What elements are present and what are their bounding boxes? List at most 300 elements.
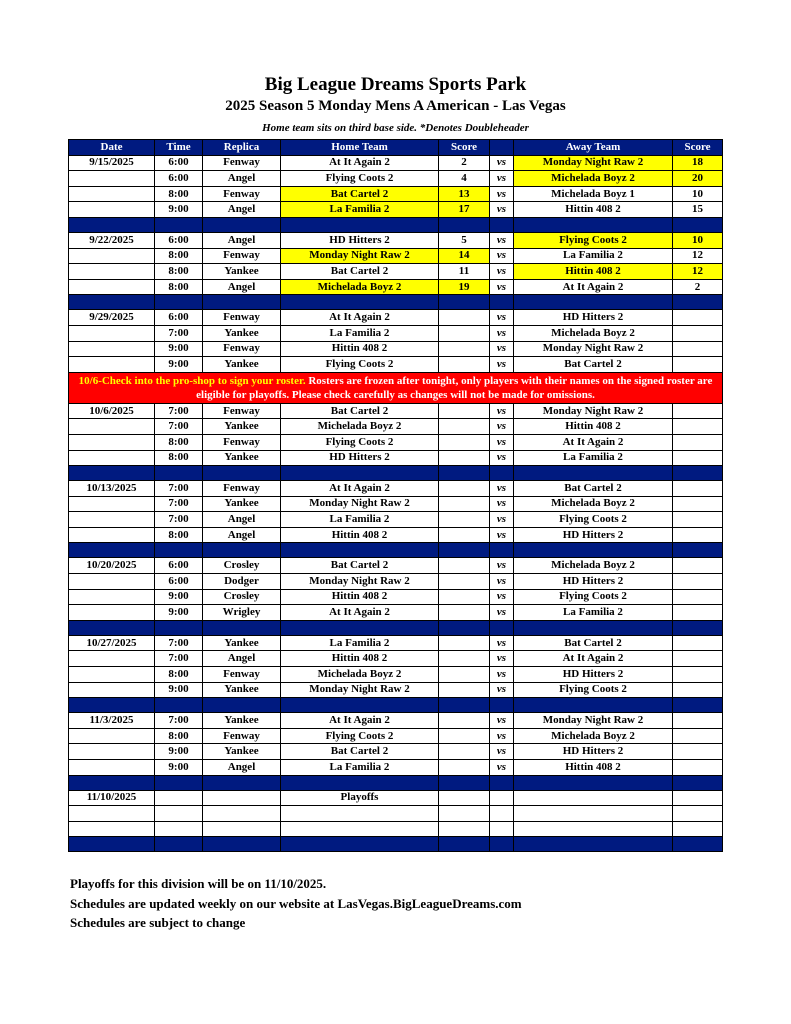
game-field xyxy=(203,806,281,822)
game-time xyxy=(155,790,203,806)
away-team: HD Hitters 2 xyxy=(514,574,673,590)
game-time: 6:00 xyxy=(155,310,203,326)
game-date: 9/15/2025 xyxy=(69,155,155,171)
separator-cell xyxy=(514,837,673,852)
away-team: Michelada Boyz 2 xyxy=(514,171,673,187)
away-score xyxy=(673,589,723,605)
game-field: Yankee xyxy=(203,419,281,435)
game-row xyxy=(69,558,723,574)
separator-cell xyxy=(155,620,203,635)
game-field: Angel xyxy=(203,527,281,543)
home-team: Michelada Boyz 2 xyxy=(281,667,439,683)
separator-cell xyxy=(281,698,439,713)
col-home-team: Home Team xyxy=(281,140,439,156)
vs-cell: vs xyxy=(490,403,514,419)
vs-cell: vs xyxy=(490,341,514,357)
home-team: La Familia 2 xyxy=(281,202,439,218)
away-score xyxy=(673,635,723,651)
game-date xyxy=(69,434,155,450)
vs-cell: vs xyxy=(490,667,514,683)
vs-cell: vs xyxy=(490,496,514,512)
home-score xyxy=(439,403,490,419)
vs-cell: vs xyxy=(490,325,514,341)
game-date xyxy=(69,264,155,280)
col-replica: Replica xyxy=(203,140,281,156)
home-score: 5 xyxy=(439,232,490,248)
separator-cell xyxy=(439,217,490,232)
away-score xyxy=(673,325,723,341)
game-field: Angel xyxy=(203,512,281,528)
vs-cell: vs xyxy=(490,558,514,574)
away-team: Michelada Boyz 2 xyxy=(514,325,673,341)
home-score xyxy=(439,558,490,574)
separator-cell xyxy=(69,217,155,232)
game-date xyxy=(69,806,155,822)
away-score: 12 xyxy=(673,248,723,264)
game-time: 6:00 xyxy=(155,155,203,171)
week-separator-row xyxy=(69,775,723,790)
away-score xyxy=(673,682,723,698)
separator-cell xyxy=(69,295,155,310)
home-team xyxy=(281,806,439,822)
game-field: Fenway xyxy=(203,155,281,171)
away-team: Bat Cartel 2 xyxy=(514,357,673,373)
footer-change-note: Schedules are subject to change xyxy=(70,915,246,930)
game-date xyxy=(69,341,155,357)
home-score xyxy=(439,574,490,590)
game-time xyxy=(155,821,203,837)
separator-cell xyxy=(155,217,203,232)
game-row xyxy=(69,186,723,202)
game-date xyxy=(69,744,155,760)
game-time: 7:00 xyxy=(155,481,203,497)
home-team: Michelada Boyz 2 xyxy=(281,419,439,435)
separator-cell xyxy=(514,466,673,481)
footer-website-note: Schedules are updated weekly on our website at LasVegas.BigLeagueDreams.com xyxy=(70,896,522,911)
separator-cell xyxy=(203,620,281,635)
home-score xyxy=(439,651,490,667)
separator-cell xyxy=(673,775,723,790)
home-team: Monday Night Raw 2 xyxy=(281,248,439,264)
away-team: Monday Night Raw 2 xyxy=(514,341,673,357)
game-time: 8:00 xyxy=(155,450,203,466)
away-team: At It Again 2 xyxy=(514,279,673,295)
separator-cell xyxy=(490,620,514,635)
separator-cell xyxy=(281,466,439,481)
game-time: 9:00 xyxy=(155,341,203,357)
game-date: 11/3/2025 xyxy=(69,713,155,729)
separator-cell xyxy=(514,698,673,713)
separator-cell xyxy=(155,466,203,481)
home-team: Bat Cartel 2 xyxy=(281,558,439,574)
game-field: Crosley xyxy=(203,589,281,605)
vs-cell: vs xyxy=(490,450,514,466)
separator-cell xyxy=(155,543,203,558)
separator-cell xyxy=(281,295,439,310)
away-team: HD Hitters 2 xyxy=(514,310,673,326)
game-time: 9:00 xyxy=(155,357,203,373)
separator-cell xyxy=(439,543,490,558)
home-score xyxy=(439,496,490,512)
game-time xyxy=(155,806,203,822)
home-team: Flying Coots 2 xyxy=(281,171,439,187)
away-score xyxy=(673,605,723,621)
game-time: 8:00 xyxy=(155,728,203,744)
home-team: Hittin 408 2 xyxy=(281,527,439,543)
game-time: 9:00 xyxy=(155,744,203,760)
game-date xyxy=(69,419,155,435)
home-team: At It Again 2 xyxy=(281,481,439,497)
home-score: 19 xyxy=(439,279,490,295)
week-separator-row xyxy=(69,217,723,232)
game-field: Angel xyxy=(203,760,281,776)
col-away-score: Score xyxy=(673,140,723,156)
vs-cell: vs xyxy=(490,155,514,171)
vs-cell xyxy=(490,821,514,837)
home-team: Bat Cartel 2 xyxy=(281,403,439,419)
home-score xyxy=(439,744,490,760)
separator-cell xyxy=(514,775,673,790)
home-score xyxy=(439,357,490,373)
vs-cell: vs xyxy=(490,481,514,497)
game-row xyxy=(69,279,723,295)
home-team xyxy=(281,821,439,837)
separator-cell xyxy=(69,620,155,635)
col-home-score: Score xyxy=(439,140,490,156)
game-time: 7:00 xyxy=(155,713,203,729)
separator-cell xyxy=(281,837,439,852)
away-team xyxy=(514,806,673,822)
separator-cell xyxy=(155,837,203,852)
away-team: Flying Coots 2 xyxy=(514,589,673,605)
game-field: Angel xyxy=(203,651,281,667)
away-score xyxy=(673,790,723,806)
game-field: Fenway xyxy=(203,186,281,202)
home-score xyxy=(439,806,490,822)
home-score xyxy=(439,635,490,651)
separator-cell xyxy=(203,295,281,310)
game-field: Wrigley xyxy=(203,605,281,621)
game-row xyxy=(69,264,723,280)
separator-cell xyxy=(514,543,673,558)
home-team: Flying Coots 2 xyxy=(281,357,439,373)
game-field xyxy=(203,790,281,806)
home-team: La Familia 2 xyxy=(281,512,439,528)
separator-cell xyxy=(673,543,723,558)
vs-cell: vs xyxy=(490,760,514,776)
game-date xyxy=(69,512,155,528)
vs-cell: vs xyxy=(490,434,514,450)
home-team: HD Hitters 2 xyxy=(281,232,439,248)
separator-cell xyxy=(490,295,514,310)
game-row xyxy=(69,403,723,419)
roster-notice-row xyxy=(69,372,723,403)
home-score xyxy=(439,790,490,806)
separator-cell xyxy=(203,837,281,852)
away-score xyxy=(673,558,723,574)
vs-cell: vs xyxy=(490,232,514,248)
away-score: 2 xyxy=(673,279,723,295)
vs-cell xyxy=(490,806,514,822)
game-time: 7:00 xyxy=(155,496,203,512)
home-team: Hittin 408 2 xyxy=(281,651,439,667)
separator-cell xyxy=(439,620,490,635)
vs-cell: vs xyxy=(490,279,514,295)
week-separator-row xyxy=(69,543,723,558)
away-score xyxy=(673,806,723,822)
game-field: Yankee xyxy=(203,450,281,466)
away-team: Bat Cartel 2 xyxy=(514,481,673,497)
home-team: La Familia 2 xyxy=(281,325,439,341)
game-row xyxy=(69,310,723,326)
away-score xyxy=(673,512,723,528)
away-score xyxy=(673,667,723,683)
game-row xyxy=(69,744,723,760)
game-row xyxy=(69,682,723,698)
game-field: Angel xyxy=(203,171,281,187)
game-time: 8:00 xyxy=(155,279,203,295)
game-time: 9:00 xyxy=(155,202,203,218)
home-team: Bat Cartel 2 xyxy=(281,186,439,202)
roster-notice-highlight: 10/6-Check into the pro-shop to sign your roster. xyxy=(78,374,306,387)
separator-cell xyxy=(281,543,439,558)
separator-cell xyxy=(69,543,155,558)
away-score: 12 xyxy=(673,264,723,280)
game-field: Angel xyxy=(203,232,281,248)
away-team: Hittin 408 2 xyxy=(514,419,673,435)
away-team: At It Again 2 xyxy=(514,651,673,667)
home-team: Hittin 408 2 xyxy=(281,589,439,605)
game-time: 9:00 xyxy=(155,589,203,605)
game-field: Yankee xyxy=(203,325,281,341)
away-score xyxy=(673,434,723,450)
game-field: Fenway xyxy=(203,434,281,450)
game-date xyxy=(69,357,155,373)
game-row xyxy=(69,527,723,543)
vs-cell: vs xyxy=(490,248,514,264)
separator-cell xyxy=(69,837,155,852)
week-separator-row xyxy=(69,295,723,310)
away-team: Michelada Boyz 2 xyxy=(514,728,673,744)
away-team: Bat Cartel 2 xyxy=(514,635,673,651)
separator-cell xyxy=(514,620,673,635)
home-team: Monday Night Raw 2 xyxy=(281,496,439,512)
game-date: 9/22/2025 xyxy=(69,232,155,248)
away-score: 10 xyxy=(673,186,723,202)
game-date xyxy=(69,450,155,466)
away-score xyxy=(673,496,723,512)
home-team: Michelada Boyz 2 xyxy=(281,279,439,295)
vs-cell: vs xyxy=(490,186,514,202)
home-score: 17 xyxy=(439,202,490,218)
game-row xyxy=(69,357,723,373)
away-score: 15 xyxy=(673,202,723,218)
separator-cell xyxy=(203,775,281,790)
game-row xyxy=(69,232,723,248)
separator-cell xyxy=(514,295,673,310)
away-score xyxy=(673,403,723,419)
game-date xyxy=(69,760,155,776)
home-score xyxy=(439,760,490,776)
away-score xyxy=(673,357,723,373)
home-team: Flying Coots 2 xyxy=(281,728,439,744)
away-team: Hittin 408 2 xyxy=(514,202,673,218)
separator-cell xyxy=(673,837,723,852)
vs-cell: vs xyxy=(490,682,514,698)
game-row xyxy=(69,481,723,497)
home-score xyxy=(439,310,490,326)
away-team: Michelada Boyz 2 xyxy=(514,558,673,574)
game-field: Dodger xyxy=(203,574,281,590)
home-team: Hittin 408 2 xyxy=(281,341,439,357)
game-date: 10/13/2025 xyxy=(69,481,155,497)
page-subtitle: 2025 Season 5 Monday Mens A American - Las Vegas xyxy=(225,98,566,114)
game-time: 8:00 xyxy=(155,186,203,202)
vs-cell: vs xyxy=(490,713,514,729)
home-score xyxy=(439,667,490,683)
separator-cell xyxy=(281,775,439,790)
away-team: La Familia 2 xyxy=(514,450,673,466)
home-team: La Familia 2 xyxy=(281,760,439,776)
game-time: 8:00 xyxy=(155,264,203,280)
game-date xyxy=(69,496,155,512)
game-row xyxy=(69,171,723,187)
away-team xyxy=(514,790,673,806)
game-row xyxy=(69,713,723,729)
home-team: La Familia 2 xyxy=(281,635,439,651)
game-time: 9:00 xyxy=(155,682,203,698)
game-row xyxy=(69,434,723,450)
separator-cell xyxy=(490,466,514,481)
schedule-body xyxy=(69,155,723,852)
game-field: Fenway xyxy=(203,341,281,357)
away-team: HD Hitters 2 xyxy=(514,744,673,760)
home-score xyxy=(439,481,490,497)
game-time: 7:00 xyxy=(155,325,203,341)
game-field: Yankee xyxy=(203,635,281,651)
separator-cell xyxy=(439,466,490,481)
col-away-team: Away Team xyxy=(514,140,673,156)
vs-cell xyxy=(490,790,514,806)
separator-cell xyxy=(203,698,281,713)
away-team: HD Hitters 2 xyxy=(514,667,673,683)
game-row xyxy=(69,248,723,264)
game-time: 7:00 xyxy=(155,419,203,435)
separator-cell xyxy=(203,466,281,481)
separator-cell xyxy=(673,698,723,713)
away-score xyxy=(673,527,723,543)
game-field: Yankee xyxy=(203,682,281,698)
home-team: Bat Cartel 2 xyxy=(281,264,439,280)
game-field: Yankee xyxy=(203,264,281,280)
away-score xyxy=(673,713,723,729)
game-date xyxy=(69,171,155,187)
game-date xyxy=(69,589,155,605)
away-team xyxy=(514,821,673,837)
separator-cell xyxy=(673,620,723,635)
game-date xyxy=(69,728,155,744)
game-time: 7:00 xyxy=(155,651,203,667)
game-field: Yankee xyxy=(203,357,281,373)
game-row xyxy=(69,155,723,171)
game-row xyxy=(69,512,723,528)
game-date xyxy=(69,651,155,667)
home-score xyxy=(439,419,490,435)
game-time: 9:00 xyxy=(155,605,203,621)
game-date xyxy=(69,202,155,218)
game-date xyxy=(69,821,155,837)
away-team: Michelada Boyz 1 xyxy=(514,186,673,202)
game-field: Angel xyxy=(203,279,281,295)
away-team: La Familia 2 xyxy=(514,605,673,621)
home-team: Monday Night Raw 2 xyxy=(281,574,439,590)
away-team: HD Hitters 2 xyxy=(514,527,673,543)
separator-cell xyxy=(439,698,490,713)
game-time: 8:00 xyxy=(155,434,203,450)
game-field: Fenway xyxy=(203,310,281,326)
game-date: 11/10/2025 xyxy=(69,790,155,806)
game-row xyxy=(69,806,723,822)
separator-cell xyxy=(69,698,155,713)
away-team: Michelada Boyz 2 xyxy=(514,496,673,512)
home-team: At It Again 2 xyxy=(281,310,439,326)
game-row xyxy=(69,667,723,683)
game-row xyxy=(69,202,723,218)
home-score xyxy=(439,325,490,341)
game-time: 7:00 xyxy=(155,403,203,419)
game-date xyxy=(69,605,155,621)
vs-cell: vs xyxy=(490,310,514,326)
game-field: Fenway xyxy=(203,481,281,497)
game-time: 7:00 xyxy=(155,512,203,528)
separator-cell xyxy=(281,620,439,635)
home-team: At It Again 2 xyxy=(281,713,439,729)
week-separator-row xyxy=(69,837,723,852)
away-team: Monday Night Raw 2 xyxy=(514,713,673,729)
away-score xyxy=(673,821,723,837)
home-score xyxy=(439,728,490,744)
game-row xyxy=(69,450,723,466)
away-score xyxy=(673,574,723,590)
away-score: 10 xyxy=(673,232,723,248)
roster-notice-text: Rosters are frozen after tonight, only players with their names on the signed roster are eligible for playoffs. Please check carefully as changes will not be made for omissions. xyxy=(196,374,713,401)
away-score xyxy=(673,760,723,776)
separator-cell xyxy=(490,543,514,558)
game-time: 8:00 xyxy=(155,667,203,683)
vs-cell: vs xyxy=(490,419,514,435)
separator-cell xyxy=(439,837,490,852)
away-team: Hittin 408 2 xyxy=(514,264,673,280)
game-date xyxy=(69,667,155,683)
game-time: 6:00 xyxy=(155,232,203,248)
game-date xyxy=(69,186,155,202)
separator-cell xyxy=(155,698,203,713)
separator-cell xyxy=(155,295,203,310)
vs-cell: vs xyxy=(490,651,514,667)
game-date xyxy=(69,248,155,264)
away-team: Monday Night Raw 2 xyxy=(514,155,673,171)
separator-cell xyxy=(203,543,281,558)
game-row xyxy=(69,574,723,590)
game-row xyxy=(69,589,723,605)
vs-cell: vs xyxy=(490,635,514,651)
away-team: La Familia 2 xyxy=(514,248,673,264)
game-field: Yankee xyxy=(203,744,281,760)
home-team: Flying Coots 2 xyxy=(281,434,439,450)
home-score xyxy=(439,341,490,357)
game-row xyxy=(69,760,723,776)
game-field: Crosley xyxy=(203,558,281,574)
